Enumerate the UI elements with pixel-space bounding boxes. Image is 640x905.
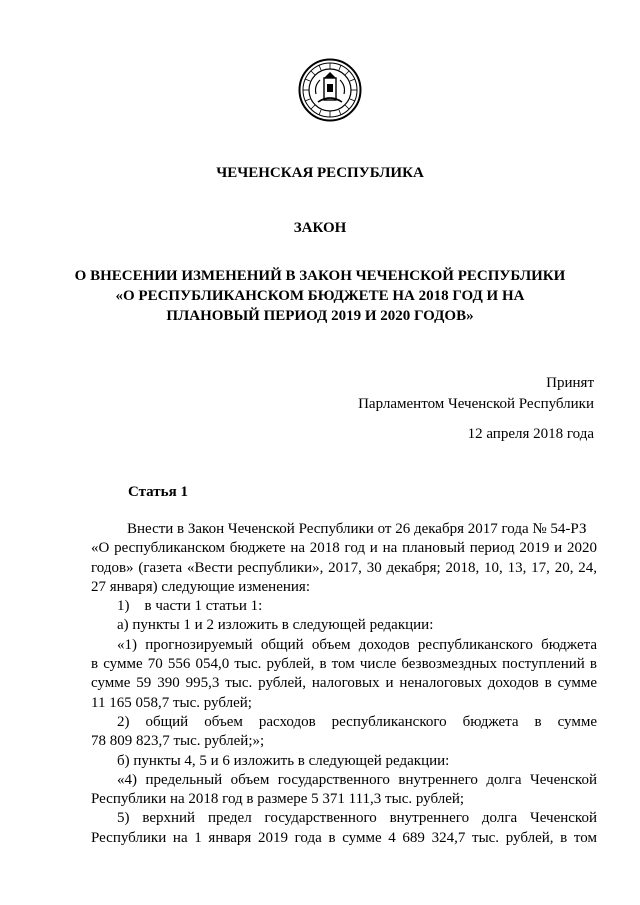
law-title-line: «О РЕСПУБЛИКАНСКОМ БЮДЖЕТЕ НА 2018 ГОД И НА xyxy=(115,288,525,304)
body-line: «О республиканском бюджете на 2018 год и на плановый период 2019 и 2020 xyxy=(91,540,597,557)
body-line: Республики на 2018 год в размере 5 371 111,3 тыс. рублей; xyxy=(91,791,465,808)
body-line: сумме 59 390 995,3 тыс. рублей, налоговых и неналоговых доходов в сумме xyxy=(91,675,597,692)
law-title-line: ПЛАНОВЫЙ ПЕРИОД 2019 И 2020 ГОДОВ» xyxy=(166,308,474,324)
body-line: б) пункты 4, 5 и 6 изложить в следующей редакции: xyxy=(117,752,450,769)
adopted-label: Принят xyxy=(546,375,594,391)
body-line: 1) в части 1 статьи 1: xyxy=(117,598,263,615)
body-line: 11 165 058,7 тыс. рублей; xyxy=(91,694,252,711)
body-line: годов» (газета «Вести республики», 2017, 30 декабря; 2018, 10, 13, 17, 20, 24, xyxy=(91,559,597,576)
body-line: «4) предельный объем государственного внутреннего долга Чеченской xyxy=(117,771,597,788)
article-body xyxy=(91,520,597,848)
body-line: 27 января) следующие изменения: xyxy=(91,578,310,595)
body-line: «1) прогнозируемый общий объем доходов республиканского бюджета xyxy=(117,636,597,653)
body-line: 5) верхний предел государственного внутреннего долга Чеченской xyxy=(117,810,597,827)
law-title xyxy=(0,266,640,326)
law-title-line: О ВНЕСЕНИИ ИЗМЕНЕНИЙ В ЗАКОН ЧЕЧЕНСКОЙ РЕСПУБЛИКИ xyxy=(74,268,566,284)
article-heading: Статья 1 xyxy=(128,484,188,500)
document-type-heading: ЗАКОН xyxy=(293,220,347,236)
adoption-block xyxy=(358,373,594,445)
republic-heading: ЧЕЧЕНСКАЯ РЕСПУБЛИКА xyxy=(216,165,424,181)
body-line: в сумме 70 556 054,0 тыс. рублей, в том числе безвозмездных поступлений в xyxy=(91,656,597,673)
body-line: Республики на 1 января 2019 года в сумме 4 689 324,7 тыс. рублей, в том xyxy=(91,829,597,846)
body-line: 2) общий объем расходов республиканского бюджета в сумме xyxy=(117,713,597,730)
body-line: 78 809 823,7 тыс. рублей;»; xyxy=(91,733,265,750)
state-emblem-icon xyxy=(298,58,362,122)
body-line: а) пункты 1 и 2 изложить в следующей редакции: xyxy=(117,617,434,634)
adoption-date: 12 апреля 2018 года xyxy=(467,426,594,442)
adopted-by: Парламентом Чеченской Республики xyxy=(358,396,594,412)
body-line: Внести в Закон Чеченской Республики от 26 декабря 2017 года № 54-РЗ xyxy=(127,521,587,537)
